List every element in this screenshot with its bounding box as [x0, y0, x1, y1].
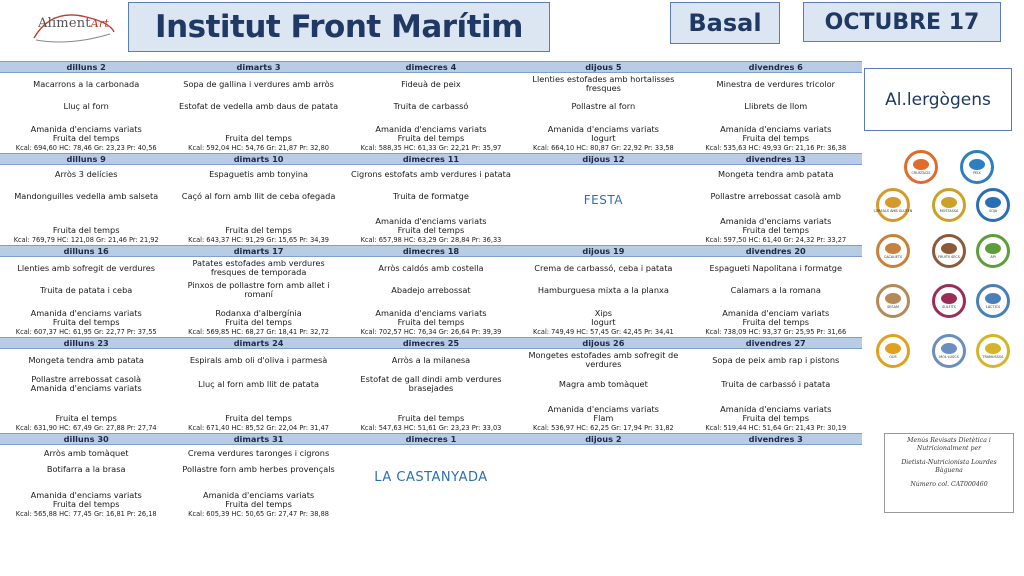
day-column	[517, 257, 689, 337]
day-column	[517, 165, 689, 245]
nutrition-info: Kcal: 749,49 HC: 57,45 Gr: 42,45 Pr: 34,41	[532, 328, 674, 336]
second-course: Truita de patata i ceba	[40, 284, 133, 295]
nutrition-info: Kcal: 671,40 HC: 85,52 Gr: 22,04 Pr: 31,47	[188, 424, 329, 432]
nutrition-info: Kcal: 565,88 HC: 77,45 Gr: 16,81 Pr: 26,18	[15, 510, 157, 518]
holiday-label: LA CASTANYADA	[374, 469, 488, 485]
side-and-dessert: Amanida d'enciams variats Fruita del temps	[375, 216, 487, 235]
first-course: Arròs caldós amb costella	[378, 262, 484, 273]
nutrition-info: Kcal: 597,50 HC: 61,40 Gr: 24,32 Pr: 33,27	[705, 236, 847, 244]
day-header: divendres 27	[745, 338, 806, 348]
nutrition-info	[517, 509, 689, 519]
week-body	[0, 73, 862, 153]
second-course: Lluç al forn	[63, 100, 109, 111]
second-course: Truita de carbassó i patata	[721, 378, 831, 389]
day-column	[517, 73, 689, 153]
nutrition-info: Kcal: 535,63 HC: 49,93 Gr: 21,16 Pr: 36,38	[705, 144, 847, 152]
week-header	[0, 61, 862, 73]
first-course: Mongeta tendra amb patata	[28, 354, 144, 365]
allergens-title: Al.lergògens	[885, 89, 991, 110]
side-and-dessert: Fruita del temps	[225, 133, 292, 143]
day-column	[690, 165, 862, 245]
first-course: Arròs 3 delícies	[54, 168, 118, 179]
week-block	[0, 61, 862, 153]
side-and-dessert: Amanida d'enciams variats Iogurt	[547, 124, 659, 143]
title-box	[128, 2, 550, 52]
week-header	[0, 337, 862, 349]
nutrition-info: Kcal: 694,60 HC: 78,46 Gr: 23,23 Pr: 40,56	[15, 144, 157, 152]
first-course: Llenties amb sofregit de verdures	[17, 262, 156, 273]
dietitian-note	[884, 433, 1014, 513]
first-course: Fideuà de peix	[401, 78, 461, 89]
second-course: Lluç al forn amb llit de patata	[198, 378, 320, 389]
note-line-2: Nutricionalment per	[916, 445, 982, 452]
side-and-dessert: Amanida d'enciams variats Flam	[547, 404, 659, 423]
page-title: Institut Front Marítim	[155, 9, 523, 45]
first-course: Minestra de verdures tricolor	[716, 78, 835, 89]
day-column	[517, 349, 689, 433]
nutrition-info: Kcal: 588,35 HC: 61,33 Gr: 22,21 Pr: 35,97	[360, 144, 502, 152]
allergen-label: CEREALS AMB GLUTEN	[873, 209, 913, 213]
week-header	[0, 153, 862, 165]
allergen-glyph	[985, 293, 1001, 304]
second-course: Estofat de vedella amb daus de patata	[179, 100, 339, 111]
nutrition-info: Kcal: 631,90 HC: 67,49 Gr: 27,88 Pr: 27,74	[15, 424, 157, 432]
day-column	[345, 445, 517, 519]
first-course: Espaguetis amb tonyina	[209, 168, 309, 179]
nutrition-info: Kcal: 657,98 HC: 63,29 Gr: 28,84 Pr: 36,33	[360, 236, 502, 244]
day-header: dilluns 30	[63, 434, 109, 444]
day-column	[0, 257, 172, 337]
day-header: dilluns 23	[63, 338, 109, 348]
day-header: dilluns 16	[63, 246, 109, 256]
day-header: dilluns 2	[66, 62, 106, 72]
day-column	[172, 257, 344, 337]
shrimp-icon	[904, 150, 938, 184]
day-column	[345, 349, 517, 433]
second-course: Calamars a la romana	[730, 284, 821, 295]
nutrition-info: Kcal: 738,09 HC: 93,37 Gr: 25,95 Pr: 31,66	[705, 328, 847, 336]
allergens-title-box	[864, 68, 1012, 131]
allergen-glyph	[941, 243, 957, 254]
shell-icon	[932, 334, 966, 368]
first-course: Espagueti Napolitana i formatge	[709, 262, 843, 273]
day-header: dilluns 9	[66, 154, 106, 164]
side-and-dessert: Amanida d'enciams variats Fruita del temps	[30, 308, 142, 327]
day-header: dimecres 18	[402, 246, 460, 256]
second-course	[690, 461, 862, 477]
first-course	[517, 445, 689, 461]
allergen-label: FRUITS SECS	[938, 255, 960, 259]
first-course: Sopa de gallina i verdures amb arròs	[183, 78, 334, 89]
allergen-label: API	[990, 255, 996, 259]
week-block	[0, 433, 862, 519]
allergen-glyph	[941, 293, 957, 304]
note-line-4: Bàguena	[935, 467, 963, 474]
day-header: dimecres 25	[402, 338, 460, 348]
allergen-label: CACAUETS	[883, 255, 903, 259]
nutrition-info: Kcal: 592,04 HC: 54,76 Gr: 21,87 Pr: 32,80	[188, 144, 329, 152]
first-course: Arròs a la milanesa	[391, 354, 471, 365]
second-course: Pollastre forn amb herbes provençals	[182, 463, 335, 474]
allergen-label: MOL·LUSCS	[939, 355, 959, 359]
first-course: Crema verdures taronges i cigrons	[187, 447, 330, 458]
day-header: dijous 5	[585, 62, 622, 72]
nutrition-info: Kcal: 769,79 HC: 121,08 Gr: 21,46 Pr: 21,92	[13, 236, 159, 244]
allergen-glyph	[913, 159, 929, 170]
day-column	[172, 165, 344, 245]
week-header	[0, 433, 862, 445]
second-course: Botifarra a la brasa	[46, 463, 126, 474]
side-and-dessert: Amanida d'enciams variats Fruita del temps	[375, 124, 487, 143]
note-line-3: Dietista-Nutricionista Lourdes	[901, 459, 997, 466]
day-column	[172, 349, 344, 433]
allergen-label: OUS	[889, 355, 897, 359]
first-course: Patates estofades amb verdures fresques de temporada	[192, 258, 325, 277]
nutrition-info	[345, 509, 517, 519]
day-column	[172, 445, 344, 519]
week-block	[0, 337, 862, 433]
day-header: dijous 2	[585, 434, 622, 444]
nutrition-info: Kcal: 519,44 HC: 51,64 Gr: 21,43 Pr: 30,19	[705, 424, 847, 432]
day-header: dijous 12	[582, 154, 625, 164]
allergen-label: SÈSAM	[887, 305, 899, 309]
day-column	[690, 257, 862, 337]
nutrition-info	[517, 235, 689, 245]
second-course: Abadejo arrebossat	[391, 284, 471, 295]
side-and-dessert: Fruita del temps	[225, 413, 292, 423]
first-course: Arròs amb tomàquet	[43, 447, 129, 458]
wheat-icon	[873, 188, 913, 222]
day-header: dimarts 10	[233, 154, 284, 164]
side-and-dessert: Fruita del temps	[52, 225, 120, 235]
side-and-dessert: Amanida d'enciams variats Fruita del temps	[375, 308, 487, 327]
day-header: dijous 26	[582, 338, 625, 348]
day-header: divendres 3	[748, 434, 803, 444]
day-header: dimecres 4	[405, 62, 457, 72]
first-course: Cigrons estofats amb verdures i patata	[351, 168, 511, 179]
second-course: Truita de formatge	[393, 190, 469, 201]
allergen-icons	[873, 150, 1016, 380]
week-block	[0, 245, 862, 337]
nutrition-info: Kcal: 664,10 HC: 80,87 Gr: 22,92 Pr: 33,58	[532, 144, 674, 152]
second-course: Hamburguesa mixta a la planxa	[537, 284, 669, 295]
allergen-label: PEIX	[973, 171, 981, 175]
nutrition-info: Kcal: 547,63 HC: 51,61 Gr: 23,23 Pr: 33,03	[360, 424, 502, 432]
week-body	[0, 349, 862, 433]
fish-icon	[960, 150, 994, 184]
day-column	[690, 349, 862, 433]
day-column	[172, 73, 344, 153]
second-course: Magra amb tomàquet	[558, 378, 648, 389]
allergen-glyph	[985, 243, 1001, 254]
allergen-glyph	[969, 159, 985, 170]
sesame-icon	[876, 284, 910, 318]
week-header	[0, 245, 862, 257]
side-and-dessert: Amanida d'enciams variats Fruita del temps	[720, 216, 832, 235]
allergen-glyph	[941, 197, 957, 208]
side-and-dessert: Rodanxa d'albergínia Fruita del temps	[215, 308, 302, 327]
week-body	[0, 165, 862, 245]
day-column	[345, 73, 517, 153]
nutrition-info	[690, 509, 862, 519]
second-course: Truita de carbassó	[393, 100, 469, 111]
allergen-glyph	[941, 343, 957, 354]
soy-icon	[976, 188, 1010, 222]
nut-icon	[932, 234, 966, 268]
day-header: dijous 19	[582, 246, 625, 256]
nutrition-info: Kcal: 643,37 HC: 91,29 Gr: 15,65 Pr: 34,39	[188, 236, 329, 244]
allergen-label: MOSTASSA	[939, 209, 959, 213]
day-header: dimarts 17	[233, 246, 284, 256]
day-header: dimarts 3	[236, 62, 281, 72]
day-header: dimarts 24	[233, 338, 284, 348]
second-course: Pollastre arrebossat casolà amb	[710, 190, 841, 201]
second-course: Mandonguilles vedella amb salseta	[14, 190, 159, 201]
first-course: Sopa de peix amb rap i pistons	[712, 354, 840, 365]
second-course: Llibrets de llom	[744, 100, 808, 111]
mustard-icon	[932, 188, 966, 222]
day-header: divendres 6	[748, 62, 803, 72]
day-column	[0, 349, 172, 433]
allergen-label: CRUSTACIS	[911, 171, 931, 175]
allergen-glyph	[885, 343, 901, 354]
second-course	[517, 461, 689, 477]
first-course: Crema de carbassó, ceba i patata	[534, 262, 673, 273]
side-and-dessert	[690, 477, 862, 509]
second-course: Pinxos de pollastre forn amb allet i romaní	[187, 280, 330, 299]
day-column	[690, 73, 862, 153]
note-line-5: Número col. CAT000460	[910, 481, 988, 488]
side-and-dessert: Fruita del temps	[225, 225, 292, 235]
side-and-dessert: Xips Iogurt	[591, 308, 616, 327]
aliment-art-logo	[30, 8, 118, 46]
day-column	[0, 165, 172, 245]
first-course: Llenties estofades amb hortalisses fresques	[532, 74, 675, 93]
day-column	[345, 257, 517, 337]
side-and-dessert: Amanida d'enciams variats Fruita del temps	[30, 124, 142, 143]
nutrition-info: Kcal: 605,39 HC: 50,65 Gr: 27,47 Pr: 38,88	[188, 510, 329, 518]
allergen-label: SULFITS	[942, 305, 956, 309]
week-body	[0, 445, 862, 519]
side-and-dessert: Amanida d'enciams variats Fruita del temps	[202, 490, 315, 509]
nutrition-info: Kcal: 607,37 HC: 61,95 Gr: 22,77 Pr: 37,55	[15, 328, 157, 336]
side-and-dessert	[517, 477, 689, 509]
second-course: Estofat de gall dindi amb verdures brasejades	[360, 374, 502, 393]
day-header: dimecres 11	[402, 154, 460, 164]
nutrition-info: Kcal: 702,57 HC: 76,34 Gr: 26,64 Pr: 39,39	[360, 328, 502, 336]
day-header: dimecres 1	[405, 434, 457, 444]
menu-type-box	[670, 2, 780, 44]
menu-type-label: Basal	[688, 9, 762, 37]
side-and-dessert: Amanida d'enciams variats Fruita del temps	[30, 490, 142, 509]
day-column	[345, 165, 517, 245]
month-label: OCTUBRE 17	[824, 9, 980, 35]
allergen-label: TRAMUSSOS	[982, 355, 1004, 359]
allergen-glyph	[985, 343, 1001, 354]
side-and-dessert: Amanida d'enciams variats Fruita del temps	[720, 124, 832, 143]
first-course: Espirals amb oli d'oliva i parmesà	[189, 354, 328, 365]
milk-icon	[976, 284, 1010, 318]
month-box	[803, 2, 1001, 42]
day-column	[0, 73, 172, 153]
logo-text: AlimentArt	[38, 16, 109, 31]
day-column	[517, 445, 689, 519]
first-course: Mongeta tendra amb patata	[718, 168, 834, 179]
day-header: divendres 13	[745, 154, 806, 164]
allergen-label: LÀCTICS	[985, 305, 1001, 309]
week-body	[0, 257, 862, 337]
nutrition-info: Kcal: 569,85 HC: 68,27 Gr: 18,41 Pr: 32,72	[188, 328, 329, 336]
side-and-dessert: Amanida d'enciams variats Fruita del temps	[720, 404, 832, 423]
second-course: Pollastre al forn	[571, 100, 636, 111]
first-course: Macarrons a la carbonada	[33, 78, 140, 89]
allergen-glyph	[885, 243, 901, 254]
day-header: divendres 20	[745, 246, 806, 256]
side-and-dessert: Fruita el temps	[55, 413, 117, 423]
allergen-label: SOJA	[988, 209, 998, 213]
side-and-dessert: Amanida d'enciam variats Fruita del temps	[722, 308, 830, 327]
nutrition-info: Kcal: 536,97 HC: 62,25 Gr: 17,94 Pr: 31,82	[532, 424, 674, 432]
allergen-glyph	[885, 293, 901, 304]
allergen-glyph	[885, 197, 901, 208]
celery-icon	[976, 234, 1010, 268]
second-course: Caçó al forn amb llit de ceba ofegada	[181, 190, 336, 201]
day-column	[690, 445, 862, 519]
second-course: Pollastre arrebossat casolà Amanida d'enciams variats	[30, 374, 142, 393]
week-block	[0, 153, 862, 245]
holiday-label: FESTA	[583, 192, 623, 207]
sulphite-icon	[932, 284, 966, 318]
first-course: Mongetes estofades amb sofregit de verdures	[528, 350, 679, 369]
first-course	[690, 445, 862, 461]
peanut-icon	[876, 234, 910, 268]
day-header: dimarts 31	[233, 434, 284, 444]
egg-icon	[876, 334, 910, 368]
lupin-icon	[976, 334, 1010, 368]
day-column	[0, 445, 172, 519]
note-line-1: Menús Revisats Dietètica i	[907, 437, 991, 444]
allergen-glyph	[985, 197, 1001, 208]
menu-grid	[0, 61, 862, 519]
side-and-dessert: Fruita del temps	[397, 413, 465, 423]
